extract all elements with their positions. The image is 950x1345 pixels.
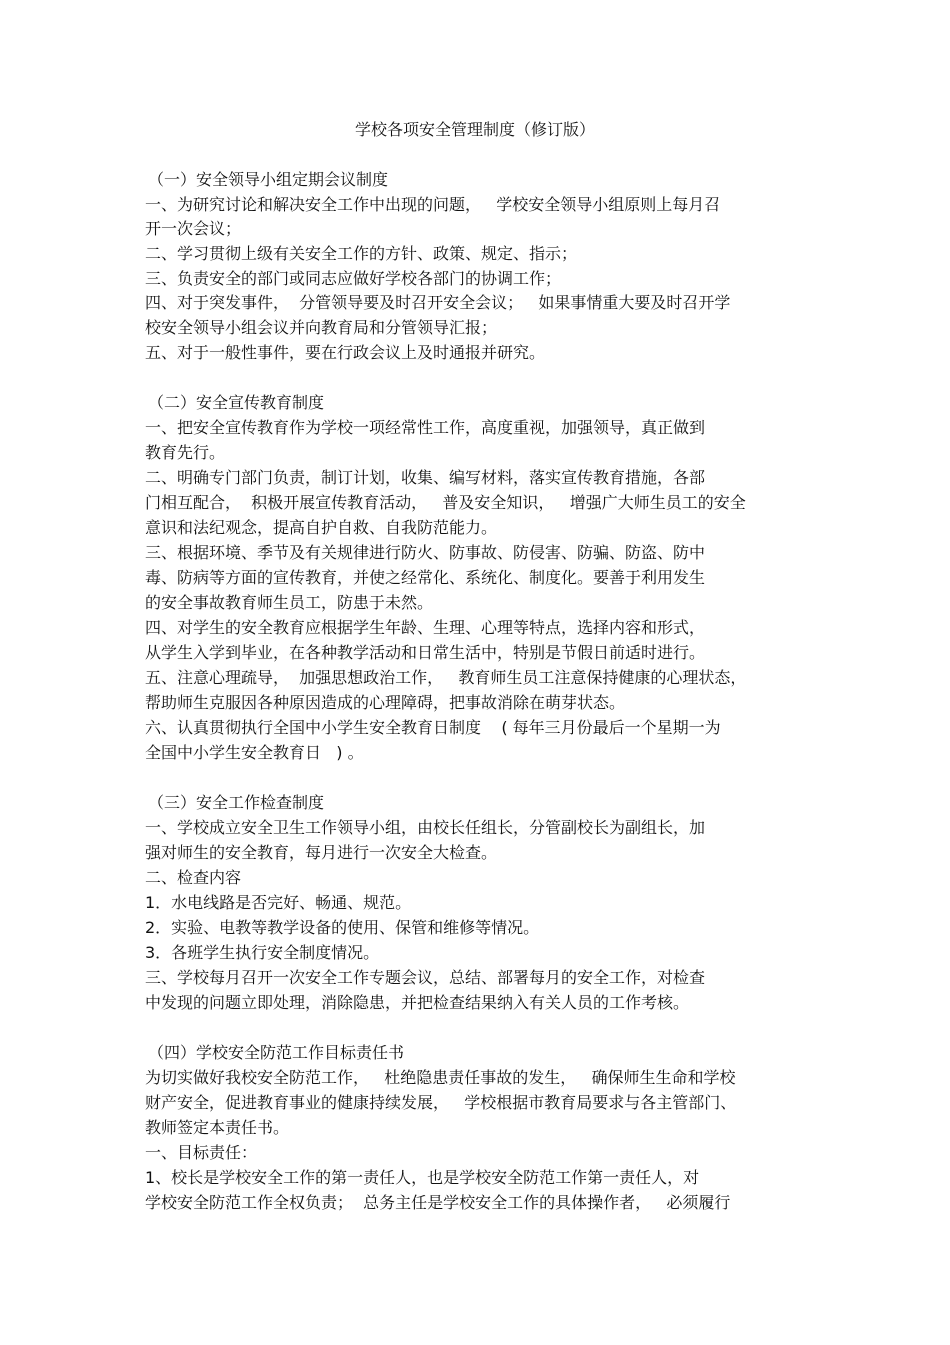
paragraph-line: 教育先行。 <box>145 443 226 462</box>
section-2-heading: （二）安全宣传教育制度 <box>148 393 325 412</box>
paragraph-line: 开一次会议； <box>145 219 242 238</box>
paragraph-line: 一、学校成立安全卫生工作领导小组，由校长任组长，分管副校长为副组长，加 <box>145 818 706 837</box>
paragraph-line: 强对师生的安全教育，每月进行一次安全大检查。 <box>145 843 498 862</box>
paragraph-line: 财产安全，促进教育事业的健康持续发展， 学校根据市教育局要求与各主管部门、 <box>145 1093 737 1112</box>
paragraph-line: 从学生入学到毕业，在各种教学活动和日常生活中，特别是节假日前适时进行。 <box>145 643 706 662</box>
paragraph-line: 的安全事故教育师生员工，防患于未然。 <box>145 593 434 612</box>
paragraph-line: 1、校长是学校安全工作的第一责任人，也是学校安全防范工作第一责任人，对 <box>145 1168 700 1187</box>
paragraph-line: 一、把安全宣传教育作为学校一项经常性工作，高度重视，加强领导，真正做到 <box>145 418 706 437</box>
paragraph-line: 为切实做好我校安全防范工作， 杜绝隐患责任事故的发生， 确保师生生命和学校 <box>145 1068 736 1087</box>
paragraph-line: 五、注意心理疏导， 加强思想政治工作， 教育师生员工注意保持健康的心理状态， <box>145 668 747 687</box>
paragraph-line: 教师签定本责任书。 <box>145 1118 290 1137</box>
section-3-heading: （三）安全工作检查制度 <box>148 793 325 812</box>
paragraph-line: 中发现的问题立即处理，消除隐患，并把检查结果纳入有关人员的工作考核。 <box>145 993 690 1012</box>
section-1-heading: （一）安全领导小组定期会议制度 <box>148 170 389 189</box>
paragraph-line: 全国中小学生安全教育日 ) 。 <box>145 743 364 762</box>
paragraph-line: 三、根据环境、季节及有关规律进行防火、防事故、防侵害、防骗、防盗、防中 <box>145 543 706 562</box>
paragraph-line: 二、学习贯彻上级有关安全工作的方针、政策、规定、指示； <box>145 244 578 263</box>
paragraph-line: 帮助师生克服因各种原因造成的心理障碍，把事故消除在萌芽状态。 <box>145 693 626 712</box>
paragraph-line: 毒、防病等方面的宣传教育，并使之经常化、系统化、制度化。要善于利用发生 <box>145 568 706 587</box>
paragraph-line: 学校安全防范工作全权负责； 总务主任是学校安全工作的具体操作者， 必须履行 <box>145 1193 731 1212</box>
paragraph-line: 二、检查内容 <box>145 868 242 887</box>
paragraph-line: 六、认真贯彻执行全国中小学生安全教育日制度 ( 每年三月份最后一个星期一为 <box>145 718 721 737</box>
paragraph-line: 意识和法纪观念，提高自护自救、自我防范能力。 <box>145 518 498 537</box>
paragraph-line: 一、目标责任： <box>145 1143 258 1162</box>
paragraph-line: 二、明确专门部门负责，制订计划，收集、编写材料，落实宣传教育措施，各部 <box>145 468 706 487</box>
document-title: 学校各项安全管理制度（修订版） <box>354 120 595 139</box>
paragraph-line: 2．实验、电教等教学设备的使用、保管和维修等情况。 <box>145 918 540 937</box>
paragraph-line: 五、对于一般性事件，要在行政会议上及时通报并研究。 <box>145 343 546 362</box>
paragraph-line: 校安全领导小组会议并向教育局和分管领导汇报； <box>145 318 498 337</box>
paragraph-line: 四、对于突发事件， 分管领导要及时召开安全会议； 如果事情重大要及时召开学 <box>145 293 731 312</box>
paragraph-line: 三、学校每月召开一次安全工作专题会议，总结、部署每月的安全工作，对检查 <box>145 968 706 987</box>
paragraph-line: 三、负责安全的部门或同志应做好学校各部门的协调工作； <box>145 269 562 288</box>
paragraph-line: 3．各班学生执行安全制度情况。 <box>145 943 380 962</box>
paragraph-line: 门相互配合， 积极开展宣传教育活动， 普及安全知识， 增强广大师生员工的安全 <box>145 493 746 512</box>
paragraph-line: 一、为研究讨论和解决安全工作中出现的问题， 学校安全领导小组原则上每月召 <box>145 195 721 214</box>
paragraph-line: 四、对学生的安全教育应根据学生年龄、生理、心理等特点，选择内容和形式， <box>145 618 706 637</box>
section-4-heading: （四）学校安全防范工作目标责任书 <box>148 1043 405 1062</box>
paragraph-line: 1．水电线路是否完好、畅通、规范。 <box>145 893 412 912</box>
